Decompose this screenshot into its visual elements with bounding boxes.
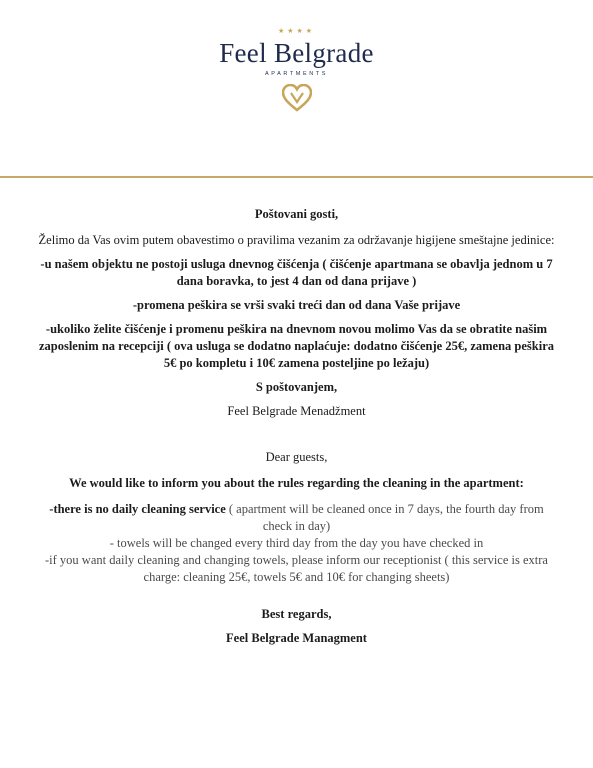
- rating-stars: ★★★★: [277, 27, 316, 35]
- header: [0, 0, 593, 178]
- en-signature: Feel Belgrade Managment: [226, 631, 367, 645]
- closing-spacer: [36, 586, 557, 606]
- en-rule-extra: -if you want daily cleaning and changing towels, please inform our receptionist ( this service is extra charge: cleaning 25€, towels 5€ and 10€ for changing sheets): [45, 553, 548, 584]
- en-rule-cleaning-lead: -there is no daily cleaning service: [49, 502, 226, 516]
- en-greeting: Dear guests,: [265, 450, 328, 464]
- heart-logo-icon: [282, 84, 312, 112]
- header-divider: [0, 176, 593, 178]
- en-rule-towels: - towels will be changed every third day from the day you have checked in: [109, 536, 484, 550]
- sr-signature: Feel Belgrade Menadžment: [227, 404, 366, 418]
- sr-closing: S poštovanjem,: [255, 380, 338, 394]
- sr-greeting: Poštovani gosti,: [254, 207, 339, 221]
- en-rule-cleaning-detail: ( apartment will be cleaned once in 7 days, the fourth day from check in day): [225, 502, 544, 533]
- brand-name: Feel Belgrade: [219, 38, 374, 68]
- sr-rule-towels: -promena peškira se vrši svaki treći dan od dana Vaše prijave: [132, 298, 461, 312]
- sr-rule-extra: -ukoliko želite čišćenje i promenu peškira na dnevnom novou molimo Vas da se obratite našim zaposlenim na recepciji ( ova usluga se dodatno naplaćuje: dodatno čišćenje 25€, zamena peškira 5€ po kompletu i 10€ zamena posteljine po ležaju): [38, 322, 555, 370]
- en-intro: We would like to inform you about the rules regarding the cleaning in the apartment:: [69, 476, 524, 490]
- notice-body: [36, 206, 557, 647]
- brand-subtitle: APARTMENTS: [264, 71, 329, 77]
- en-rule-cleaning: [36, 501, 557, 535]
- sr-rule-cleaning: -u našem objektu ne postoji usluga dnevnog čišćenja ( čišćenje apartmana se obavlja jednom u 7 dana boravka, to jest 4 dan od dana prijave ): [40, 257, 553, 288]
- sr-intro: Želimo da Vas ovim putem obavestimo o pravilima vezanim za održavanje higijene smeštajne jedinice:: [38, 233, 555, 247]
- language-spacer: [36, 420, 557, 440]
- en-closing: Best regards,: [261, 607, 332, 621]
